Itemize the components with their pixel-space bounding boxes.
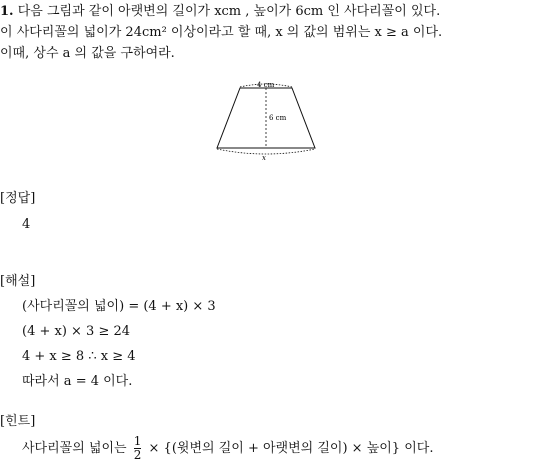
answer-heading: [정답]: [0, 191, 36, 206]
hint-text-after: × {(윗변의 길이 + 아랫변의 길이) × 높이} 이다.: [148, 441, 434, 456]
fraction-numerator: 1: [133, 434, 142, 448]
top-length-label: 4 cm: [257, 81, 275, 89]
bottom-brace: [217, 149, 315, 154]
hint-text-before: 사다리꼴의 넓이는: [22, 441, 127, 456]
answer-value: 4: [22, 217, 31, 232]
explanation-step-3: 4 + x ≥ 8 ∴ x ≥ 4: [22, 349, 136, 364]
height-length-label: 6 cm: [269, 114, 287, 122]
explanation-step-4: 따라서 a = 4 이다.: [22, 374, 133, 389]
fraction-denominator: 2: [133, 448, 142, 462]
explanation-step-1: (사다리꼴의 넓이) = (4 + x) × 3: [22, 299, 216, 314]
problem-text-1: 다음 그림과 같이 아랫변의 길이가 xcm , 높이가 6cm 인 사다리꼴이 있다.: [17, 4, 441, 19]
problem-number: 1.: [0, 4, 14, 19]
problem-line-2: 이 사다리꼴의 넓이가 24cm² 이상이라고 할 때, x 의 값의 범위는 x ≥ a 이다.: [0, 25, 443, 40]
hint-fraction: [134, 435, 142, 462]
hint-heading: [힌트]: [0, 414, 36, 429]
problem-line-1: [0, 3, 440, 21]
bottom-length-label: x: [262, 154, 266, 162]
explanation-heading: [해설]: [0, 274, 36, 289]
trapezoid-figure: [212, 78, 322, 162]
hint-line: [22, 434, 433, 464]
problem-line-3: 이때, 상수 a 의 값을 구하여라.: [0, 46, 175, 61]
explanation-step-2: (4 + x) × 3 ≥ 24: [22, 324, 131, 339]
